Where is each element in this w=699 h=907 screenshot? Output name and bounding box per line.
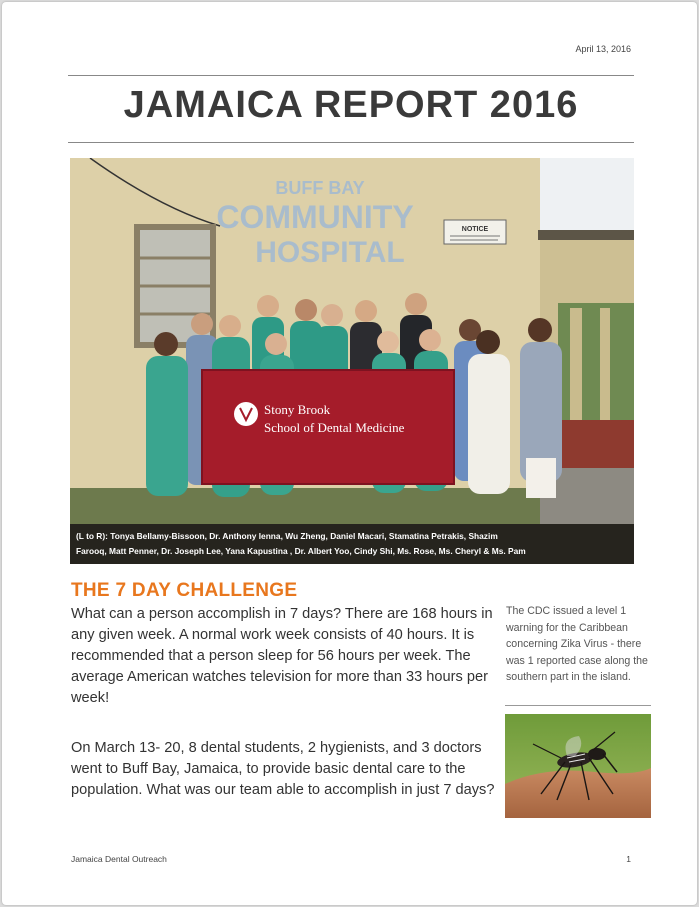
caption-line-1: (L to R): Tonya Bellamy-Bissoon, Dr. Anthony Ienna, Wu Zheng, Daniel Macari, Stamatina Petrakis, Shazim	[76, 531, 498, 541]
report-date: April 13, 2016	[575, 44, 631, 54]
banner-line-1: Stony Brook	[264, 402, 331, 417]
mosquito-illustration	[505, 714, 651, 818]
sign-line-2: COMMUNITY	[216, 199, 414, 235]
notice-sign: NOTICE	[461, 226, 489, 233]
banner-line-2: School of Dental Medicine	[264, 420, 405, 435]
caption-line-2: Farooq, Matt Penner, Dr. Joseph Lee, Yana Kapustina , Dr. Albert Yoo, Cindy Shi, Ms. Rose, Ms. Cheryl & Ms. Pam	[76, 546, 526, 556]
school-banner	[202, 370, 454, 484]
footer-organization: Jamaica Dental Outreach	[71, 854, 167, 864]
page-number: 1	[626, 854, 631, 864]
report-page	[2, 2, 697, 905]
article-paragraph-1: What can a person accomplish in 7 days? There are 168 hours in any given week. A normal work week consists of 40 hours. It is recommended that a person sleep for 56 hours per week. The average American watches television for more than 33 hours per week!	[71, 606, 493, 706]
sign-line-3: HOSPITAL	[255, 236, 405, 269]
sidebar-rule	[505, 705, 651, 706]
header-rule-top	[68, 75, 634, 76]
photo-caption	[70, 524, 634, 564]
page-title: JAMAICA REPORT 2016	[123, 84, 579, 126]
team-photo-illustration	[70, 158, 634, 524]
article-paragraph-2: On March 13- 20, 8 dental students, 2 hygienists, and 3 doctors went to Buff Bay, Jamaica, to provide basic dental care to the population. What was our team able to accomplish in just 7 days?	[71, 740, 495, 798]
team-photo	[70, 158, 634, 564]
mosquito-photo	[505, 714, 651, 818]
section-heading: THE 7 DAY CHALLENGE	[71, 580, 298, 601]
sidebar-note: The CDC issued a level 1 warning for the Caribbean concerning Zika Virus - there was 1 reported case along the southern part in the island.	[506, 605, 648, 683]
header-rule-bottom	[68, 142, 634, 143]
sign-line-1: BUFF BAY	[275, 178, 365, 198]
